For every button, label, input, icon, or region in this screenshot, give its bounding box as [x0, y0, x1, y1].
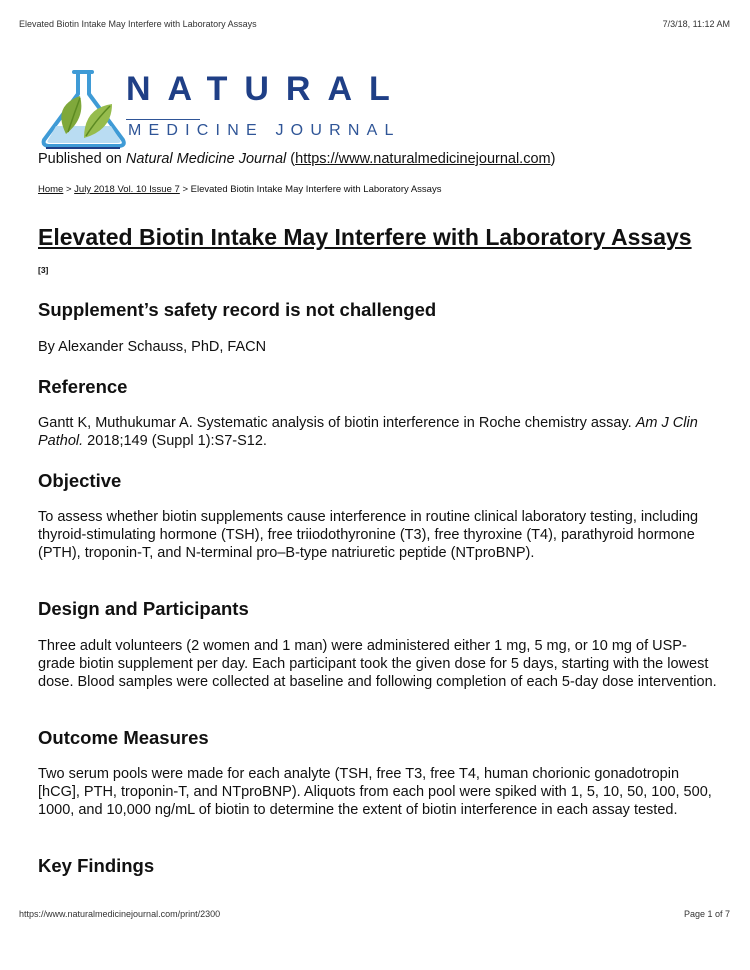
logo-rule — [126, 119, 200, 120]
reference-journal: Am J Clin Pathol. — [38, 415, 698, 449]
objective-heading: Objective — [38, 470, 122, 491]
published-line — [38, 151, 555, 167]
print-header-title: Elevated Biotin Intake May Interfere with Laboratory Assays — [19, 19, 257, 29]
reference-marker: [3] — [38, 265, 49, 275]
print-footer-url: https://www.naturalmedicinejournal.com/print/2300 — [19, 909, 221, 919]
published-url-link[interactable]: https://www.naturalmedicinejournal.com — [295, 151, 551, 167]
reference-heading: Reference — [38, 376, 128, 397]
breadcrumb-home-link[interactable]: Home — [38, 184, 64, 195]
design-heading: Design and Participants — [38, 598, 249, 619]
print-footer — [19, 909, 730, 919]
journal-logo[interactable] — [40, 68, 420, 150]
breadcrumb-current: Elevated Biotin Intake May Interfere with Laboratory Assays — [190, 184, 442, 195]
print-footer-page: Page 1 of 7 — [683, 909, 730, 919]
published-paren-open: ( — [286, 151, 296, 167]
logo-word-medicine-journal: MEDICINE JOURNAL — [128, 122, 401, 139]
article-subtitle: Supplement’s safety record is not challenged — [38, 299, 437, 320]
print-header — [19, 19, 730, 29]
findings-heading: Key Findings — [38, 855, 155, 876]
logo-word-natural: NATURAL — [126, 70, 407, 108]
breadcrumb-separator: > — [179, 184, 191, 195]
author-byline: By Alexander Schauss, PhD, FACN — [38, 339, 267, 355]
outcomes-heading: Outcome Measures — [38, 727, 209, 748]
print-header-datetime: 7/3/18, 11:12 AM — [662, 19, 730, 29]
article-title[interactable]: Elevated Biotin Intake May Interfere with Laboratory Assays — [38, 224, 692, 250]
reference-text — [38, 414, 718, 450]
outcomes-text: Two serum pools were made for each analyte (TSH, free T3, free T4, human chorionic gonadotropin [hCG], PTH, troponin-T, and NTproBNP). Aliquots from each pool were spiked with 1, 5, 10, 50, 100, 500, 1000, and 10,000 ng/mL of biotin to determine the extent of biotin interference in each assay tested. — [38, 766, 712, 818]
published-prefix: Published on — [38, 151, 126, 167]
reference-citation: Gantt K, Muthukumar A. Systematic analysis of biotin interference in Roche chemistry assay. — [38, 415, 636, 431]
breadcrumb — [38, 184, 441, 195]
reference-citation-details: 2018;149 (Suppl 1):S7-S12. — [83, 433, 267, 449]
design-text: Three adult volunteers (2 women and 1 man) were administered either 1 mg, 5 mg, or 10 mg of USP-grade biotin supplement per day. Each participant took the given dose for 5 days, starting with the lowest dose. Blood samples were collected at baseline and following completion of each 5-day dose intervention. — [38, 638, 717, 690]
objective-text: To assess whether biotin supplements cause interference in routine clinical laboratory testing, including thyroid-stimulating hormone (TSH), free triiodothyronine (T3), free thyroxine (T4), parathyroid hormone (PTH), troponin-T, and N-terminal pro–B-type natriuretic peptide (NTproBNP). — [38, 509, 699, 561]
published-paren-close: ) — [550, 151, 556, 167]
breadcrumb-separator: > — [63, 184, 75, 195]
published-journal-name: Natural Medicine Journal — [125, 151, 287, 167]
breadcrumb-issue-link[interactable]: July 2018 Vol. 10 Issue 7 — [74, 184, 180, 195]
